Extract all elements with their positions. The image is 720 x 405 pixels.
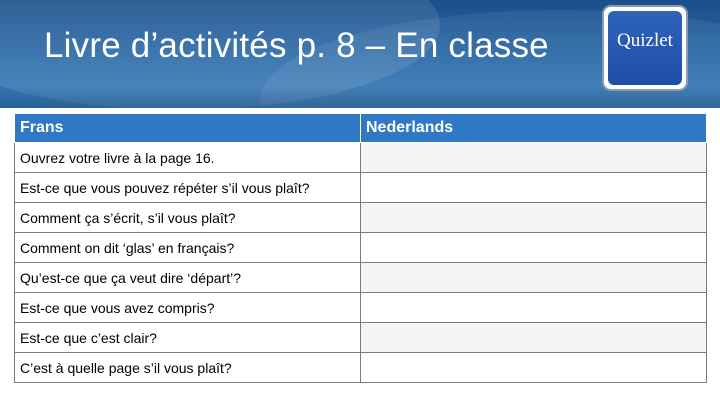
column-header-nederlands: Nederlands	[361, 114, 707, 143]
table-row	[15, 353, 707, 383]
table-row	[15, 203, 707, 233]
cell-nederlands[interactable]	[361, 353, 707, 383]
cell-frans: Comment ça s’écrit, s’il vous plaît?	[15, 203, 361, 233]
table-row	[15, 143, 707, 173]
quizlet-logo-text: Quizlet	[617, 30, 673, 51]
cell-nederlands[interactable]	[361, 143, 707, 173]
cell-nederlands[interactable]	[361, 323, 707, 353]
table-row	[15, 263, 707, 293]
cell-frans: Comment on dit ‘glas’ en français?	[15, 233, 361, 263]
slide-header	[0, 0, 720, 108]
cell-nederlands[interactable]	[361, 293, 707, 323]
table-row	[15, 293, 707, 323]
cell-frans: Est-ce que c’est clair?	[15, 323, 361, 353]
column-header-frans: Frans	[15, 114, 361, 143]
quizlet-logo-link[interactable]	[602, 5, 688, 91]
vocabulary-table	[14, 113, 707, 383]
cell-nederlands[interactable]	[361, 203, 707, 233]
cell-frans: C’est à quelle page s’il vous plaît?	[15, 353, 361, 383]
quizlet-logo-icon	[608, 11, 682, 85]
cell-frans: Qu’est-ce que ça veut dire ‘départ’?	[15, 263, 361, 293]
cell-nederlands[interactable]	[361, 233, 707, 263]
cell-frans: Est-ce que vous avez compris?	[15, 293, 361, 323]
cell-frans: Est-ce que vous pouvez répéter s’il vous plaît?	[15, 173, 361, 203]
table-row	[15, 173, 707, 203]
table-row	[15, 323, 707, 353]
table-row	[15, 233, 707, 263]
slide-title: Livre d’activités p. 8 – En classe	[44, 26, 549, 65]
cell-nederlands[interactable]	[361, 263, 707, 293]
cell-frans: Ouvrez votre livre à la page 16.	[15, 143, 361, 173]
cell-nederlands[interactable]	[361, 173, 707, 203]
table-header-row	[15, 114, 707, 143]
